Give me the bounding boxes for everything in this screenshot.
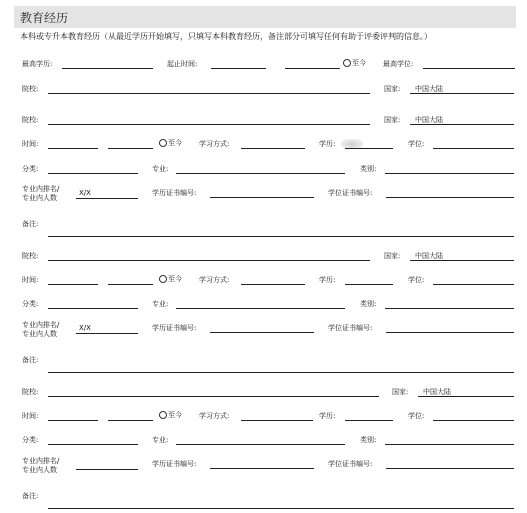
category-label: 分类: (22, 165, 39, 173)
degree-label: 学位: (408, 276, 425, 284)
time-end-field[interactable] (108, 148, 153, 149)
study-mode-label: 学习方式: (199, 412, 230, 420)
remarks-label: 备注: (22, 492, 39, 500)
rank-label-line1: 专业内排名/ (22, 457, 60, 465)
rank-label-line2: 专业内人数 (22, 194, 57, 202)
major-label: 专业: (152, 300, 169, 308)
edu-cert-field[interactable] (210, 468, 314, 469)
until-now-label: 至今 (168, 275, 182, 283)
highest-education-field[interactable] (62, 68, 153, 69)
category-field[interactable] (48, 444, 138, 445)
type-label: 类别: (360, 300, 377, 308)
degree-field[interactable] (433, 284, 514, 285)
major-label: 专业: (152, 436, 169, 444)
country-label: 国家: (392, 388, 409, 396)
study-mode-label: 学习方式: (199, 276, 230, 284)
school-field[interactable] (48, 124, 370, 125)
period-end-field[interactable] (285, 68, 340, 69)
country-value: 中国大陆 (415, 85, 443, 93)
country-label: 国家: (384, 116, 401, 124)
edu-cert-field[interactable] (210, 197, 314, 198)
education-label: 学历: (319, 276, 336, 284)
time-end-field[interactable] (108, 284, 153, 285)
country-value: 中国大陆 (415, 252, 443, 260)
study-mode-field[interactable] (241, 148, 305, 149)
degree-cert-label: 学位证书编号: (328, 189, 373, 197)
education-field[interactable] (345, 420, 393, 421)
school-field[interactable] (48, 260, 370, 261)
type-label: 类别: (360, 165, 377, 173)
rank-label-line1: 专业内排名/ (22, 185, 60, 193)
rank-field[interactable] (76, 333, 138, 334)
until-now-label: 至今 (168, 411, 182, 419)
school-label: 院校: (22, 252, 39, 260)
type-label: 类别: (360, 436, 377, 444)
rank-field[interactable] (76, 198, 138, 199)
degree-cert-label: 学位证书编号: (328, 324, 373, 332)
degree-field[interactable] (433, 420, 514, 421)
country-label: 国家: (384, 85, 401, 93)
type-field[interactable] (385, 173, 514, 174)
rank-label-line2: 专业内人数 (22, 330, 57, 338)
degree-cert-field[interactable] (386, 468, 514, 469)
school-field[interactable] (48, 396, 379, 397)
section-header (14, 6, 516, 28)
highest-degree-label: 最高学位: (383, 60, 414, 68)
degree-label: 学位: (408, 140, 425, 148)
remarks-field[interactable] (48, 508, 514, 509)
school-label: 院校: (22, 388, 39, 396)
rank-label-line1: 专业内排名/ (22, 321, 60, 329)
category-label: 分类: (22, 300, 39, 308)
education-field[interactable] (345, 148, 393, 149)
period-label: 起止时间: (167, 60, 198, 68)
until-now-label: 至今 (352, 59, 366, 67)
school-field[interactable] (48, 93, 370, 94)
time-label: 时间: (22, 412, 39, 420)
until-now-radio[interactable] (343, 59, 351, 67)
major-field[interactable] (176, 308, 345, 309)
edu-cert-label: 学历证书编号: (152, 189, 197, 197)
degree-cert-field[interactable] (386, 332, 514, 333)
rank-value: X/X (79, 189, 91, 197)
period-start-field[interactable] (211, 68, 266, 69)
education-label: 学历: (319, 140, 336, 148)
type-field[interactable] (385, 444, 514, 445)
school-label: 院校: (22, 116, 39, 124)
intro-text: 本科或专升本教育经历（从最近学历开始填写，只填写本科教育经历，备注部分可填写任何有助于评委评判的信息。） (20, 32, 432, 41)
until-now-radio[interactable] (159, 139, 167, 147)
edu-cert-label: 学历证书编号: (152, 460, 197, 468)
country-value: 中国大陆 (415, 116, 443, 124)
until-now-radio[interactable] (159, 411, 167, 419)
school-label: 院校: (22, 85, 39, 93)
until-now-label: 至今 (168, 139, 182, 147)
edu-cert-field[interactable] (210, 332, 314, 333)
category-field[interactable] (48, 173, 138, 174)
country-label: 国家: (384, 252, 401, 260)
rank-label-line2: 专业内人数 (22, 466, 57, 474)
type-field[interactable] (385, 308, 514, 309)
degree-field[interactable] (433, 148, 514, 149)
rank-value: X/X (79, 324, 91, 332)
remarks-label: 备注: (22, 356, 39, 364)
degree-cert-label: 学位证书编号: (328, 460, 373, 468)
remarks-label: 备注: (22, 220, 39, 228)
edu-cert-label: 学历证书编号: (152, 324, 197, 332)
major-label: 专业: (152, 165, 169, 173)
rank-field[interactable] (76, 469, 138, 470)
highest-degree-field[interactable] (423, 68, 515, 69)
time-label: 时间: (22, 276, 39, 284)
time-end-field[interactable] (108, 420, 153, 421)
time-label: 时间: (22, 140, 39, 148)
degree-cert-field[interactable] (386, 197, 514, 198)
category-field[interactable] (48, 308, 138, 309)
remarks-field[interactable] (48, 236, 514, 237)
highest-education-label: 最高学历: (22, 60, 53, 68)
education-label: 学历: (319, 412, 336, 420)
time-start-field[interactable] (48, 148, 98, 149)
country-value: 中国大陆 (423, 388, 451, 396)
time-start-field[interactable] (48, 420, 98, 421)
study-mode-field[interactable] (241, 420, 313, 421)
education-field[interactable] (345, 284, 393, 285)
study-mode-field[interactable] (241, 284, 305, 285)
major-field[interactable] (176, 444, 345, 445)
time-start-field[interactable] (48, 284, 98, 285)
until-now-radio[interactable] (159, 275, 167, 283)
category-label: 分类: (22, 436, 39, 444)
degree-label: 学位: (408, 412, 425, 420)
remarks-field[interactable] (48, 372, 514, 373)
major-field[interactable] (176, 173, 345, 174)
section-title: 教育经历 (20, 11, 69, 25)
study-mode-label: 学习方式: (199, 140, 230, 148)
